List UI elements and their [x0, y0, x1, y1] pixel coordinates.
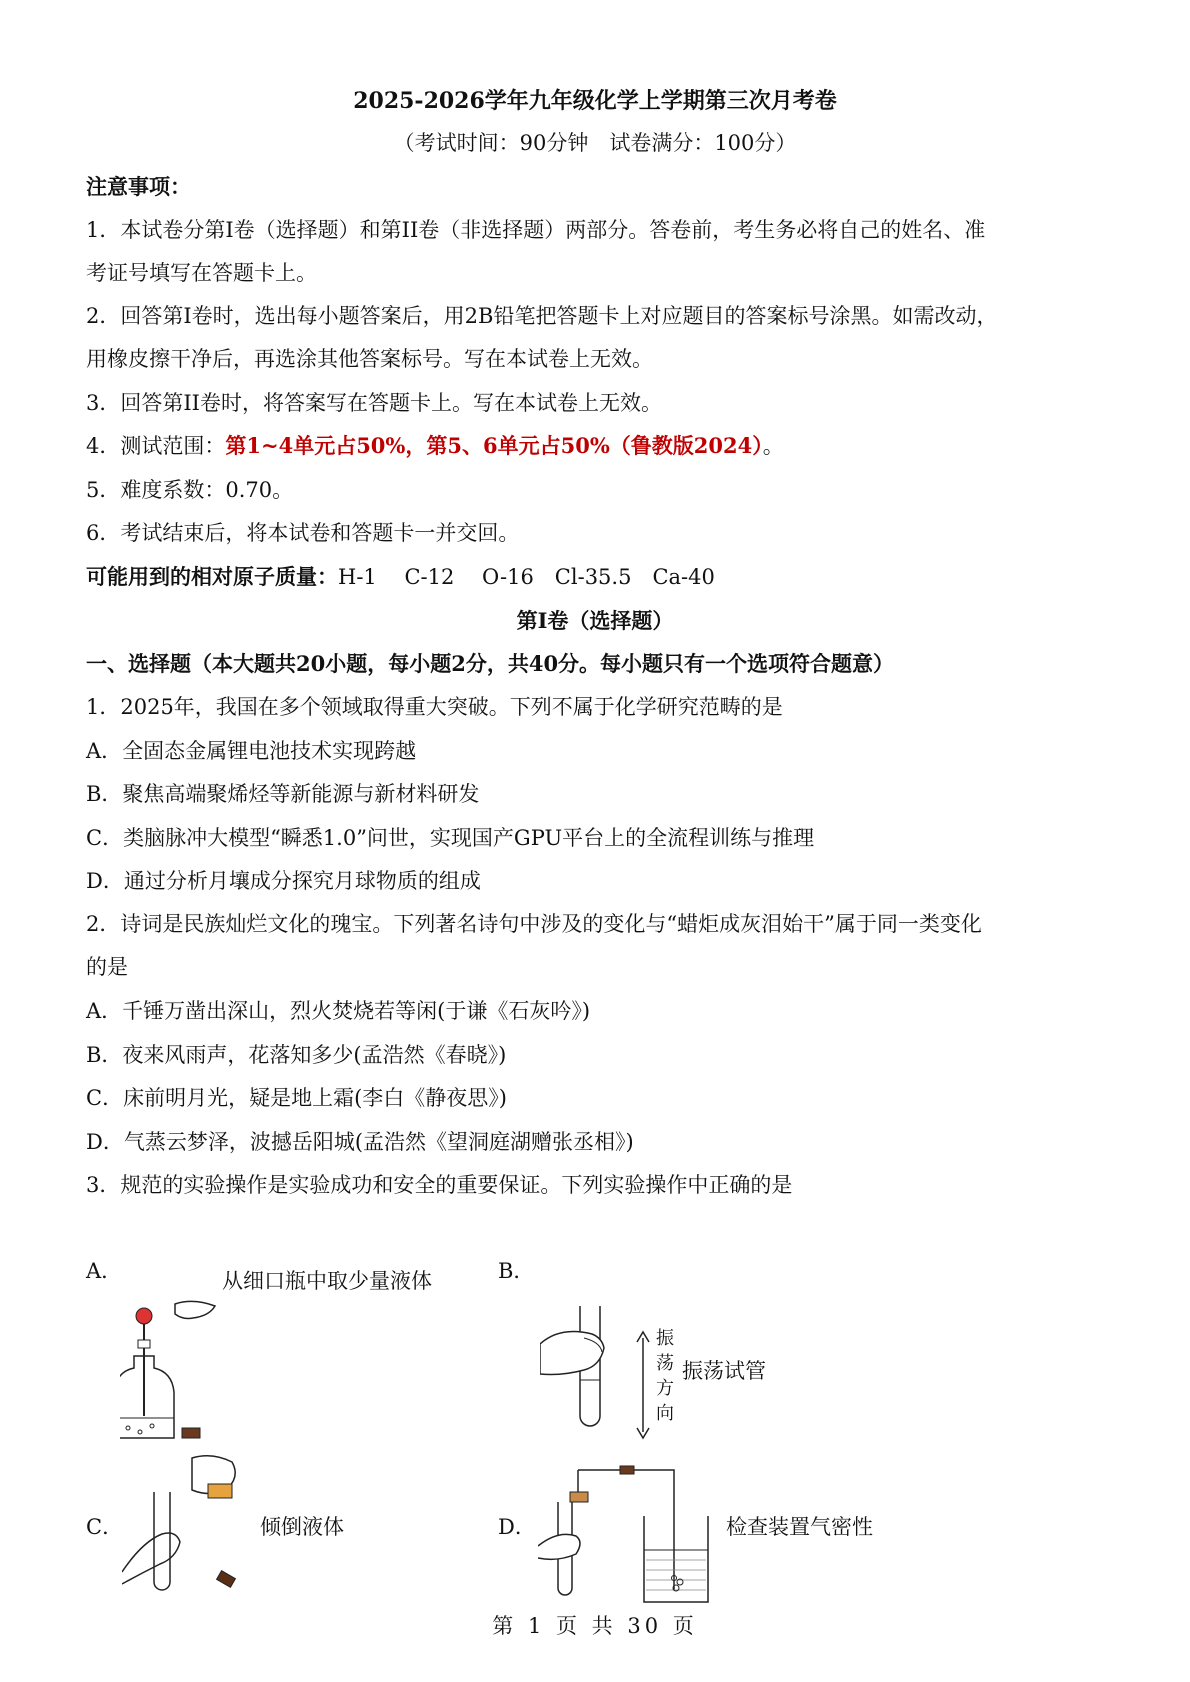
- note-6: 6．考试结束后，将本试卷和答题卡一并交回。: [86, 521, 520, 545]
- shake-direction-char-3: 方: [656, 1378, 674, 1399]
- atomic-mass-values: H-1 C-12 O-16 Cl-35.5 Ca-40: [338, 565, 715, 589]
- shake-direction-char-4: 向: [656, 1403, 674, 1424]
- q3-option-d-letter: D．: [498, 1515, 536, 1539]
- q1-option-a: A．全固态金属锂电池技术实现跨越: [86, 739, 417, 763]
- shake-direction-arrow-icon: [636, 1330, 650, 1440]
- note-2b: 用橡皮擦干净后，再选涂其他答案标号。写在本试卷上无效。: [86, 347, 653, 371]
- q3-option-a-text: 从细口瓶中取少量液体: [222, 1269, 432, 1293]
- section-heading: 一、选择题（本大题共20小题，每小题2分，共40分。每小题只有一个选项符合题意）: [86, 651, 895, 676]
- q2-option-d: D．气蒸云梦泽，波撼岳阳城(孟浩然《望洞庭湖赠张丞相》): [86, 1130, 634, 1154]
- q3-option-c-text: 倾倒液体: [260, 1515, 344, 1539]
- q2-stem-2: 的是: [86, 955, 128, 979]
- note-5: 5．难度系数：0.70。: [86, 478, 294, 502]
- q2-option-a: A．千锤万凿出深山，烈火焚烧若等闲(于谦《石灰吟》): [86, 999, 591, 1023]
- note-1a: 1．本试卷分第I卷（选择题）和第II卷（非选择题）两部分。答卷前，考生务必将自己的姓名、准: [86, 218, 986, 242]
- q1-option-c: C．类脑脉冲大模型“瞬悉1.0”问世，实现国产GPU平台上的全流程训练与推理: [86, 826, 815, 850]
- shake-direction-char-2: 荡: [656, 1353, 674, 1374]
- atomic-mass-line: [86, 562, 1104, 592]
- note-1b: 考证号填写在答题卡上。: [86, 261, 317, 285]
- exam-title: 2025-2026学年九年级化学上学期第三次月考卷: [353, 88, 837, 114]
- q3-option-b-text: 振荡试管: [682, 1359, 766, 1383]
- note-3: 3．回答第II卷时，将答案写在答题卡上。写在本试卷上无效。: [86, 391, 662, 415]
- q2-stem-1: 2．诗词是民族灿烂文化的瑰宝。下列著名诗句中涉及的变化与“蜡炬成灰泪始干”属于同一类变化: [86, 912, 982, 936]
- page-footer: 第 1 页 共 30 页: [492, 1614, 698, 1638]
- q3-option-c-letter: C．: [86, 1515, 124, 1539]
- section-title: 第I卷（选择题）: [516, 608, 674, 633]
- pour-liquid-illustration: [122, 1452, 262, 1602]
- q2-option-c: C．床前明月光，疑是地上霜(李白《静夜思》): [86, 1086, 507, 1110]
- airtightness-apparatus-illustration: [538, 1456, 718, 1604]
- exam-subtitle: （考试时间：90分钟 试卷满分：100分）: [393, 131, 797, 155]
- note-4-range: 第1~4单元占50%，第5、6单元占50%（鲁教版2024）: [225, 433, 763, 458]
- note-4-suffix: 。: [762, 434, 784, 458]
- shake-test-tube-illustration: [540, 1300, 640, 1440]
- q1-option-d: D．通过分析月壤成分探究月球物质的组成: [86, 869, 481, 893]
- dropper-bottle-illustration: [120, 1296, 220, 1446]
- note-4-prefix: 4．测试范围：: [86, 434, 226, 458]
- q3-option-b-letter: B．: [498, 1259, 535, 1283]
- shake-direction-char-1: 振: [656, 1328, 674, 1349]
- shake-direction-label: [656, 1326, 678, 1426]
- note-2a: 2．回答第I卷时，选出每小题答案后，用2B铅笔把答题卡上对应题目的答案标号涂黑。如需改动，: [86, 304, 998, 328]
- atomic-mass-label: 可能用到的相对原子质量：: [86, 564, 338, 589]
- q3-option-a-letter: A．: [86, 1259, 123, 1283]
- q1-stem: 1．2025年，我国在多个领域取得重大突破。下列不属于化学研究范畴的是: [86, 695, 783, 719]
- notes-heading: 注意事项：: [86, 174, 191, 199]
- q2-option-b: B．夜来风雨声，花落知多少(孟浩然《春晓》): [86, 1043, 507, 1067]
- q1-option-b: B．聚焦高端聚烯烃等新能源与新材料研发: [86, 782, 480, 806]
- note-4: [86, 431, 1104, 461]
- q3-option-d-text: 检查装置气密性: [726, 1515, 873, 1539]
- q3-stem: 3．规范的实验操作是实验成功和安全的重要保证。下列实验操作中正确的是: [86, 1173, 793, 1197]
